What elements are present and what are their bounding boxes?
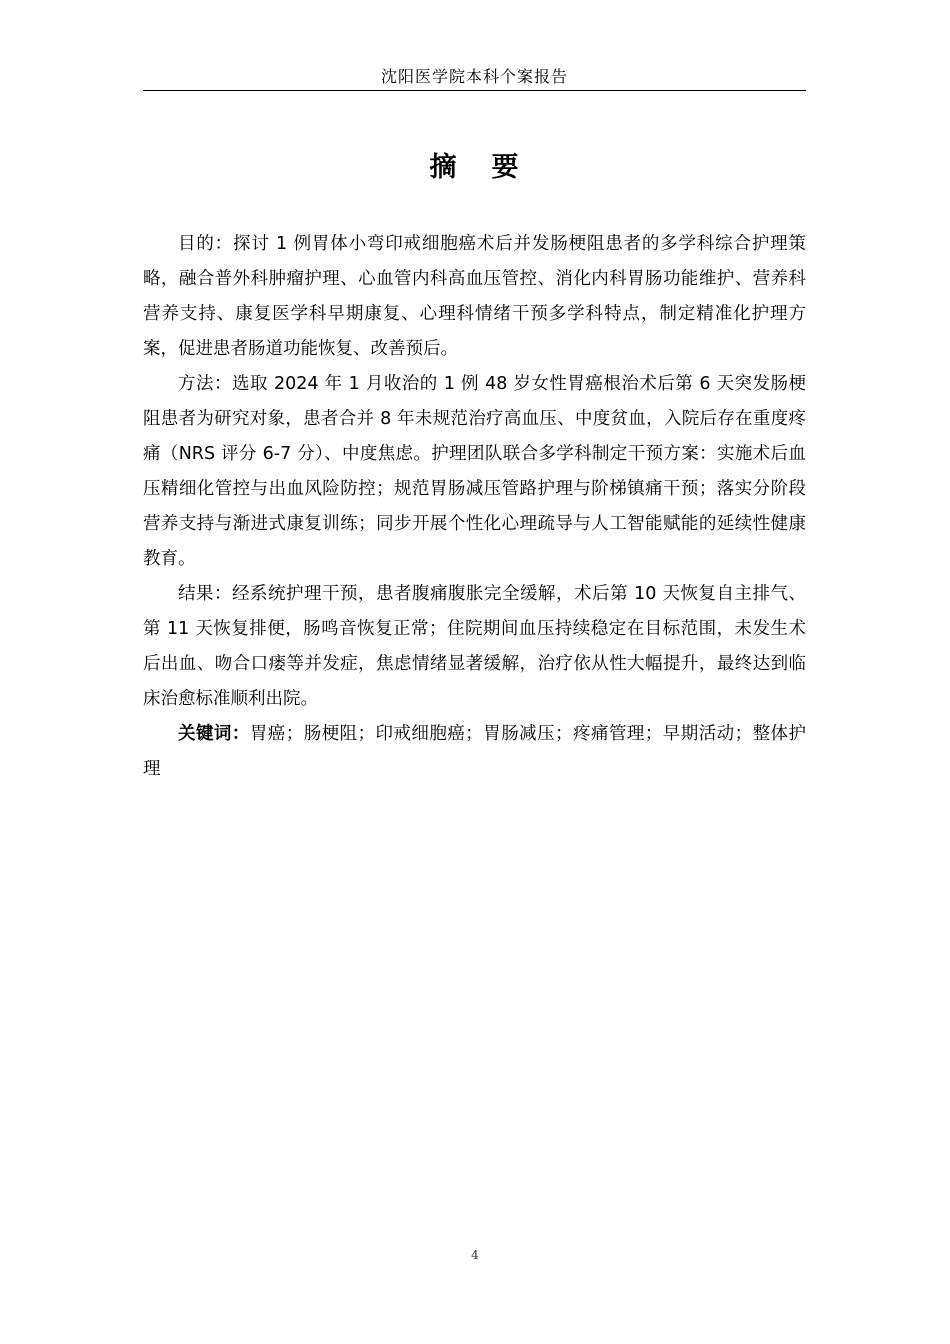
keywords-list: 胃癌；肠梗阻；印戒细胞癌；胃肠减压；疼痛管理；早期活动；整体护理 [143,724,807,779]
method-paragraph: 方法：选取 2024 年 1 月收治的 1 例 48 岁女性胃癌根治术后第 6 天突发肠梗阻患者为研究对象，患者合并 8 年未规范治疗高血压、中度贫血，入院后存在重度疼痛（NRS 评分 6-7 分）、中度焦虑。护理团队联合多学科制定干预方案：实施术后血压精细化管控与出血风险防控；规范胃肠减压管路护理与阶梯镇痛干预；落实分阶段营养支持与渐进式康复训练；同步开展个性化心理疏导与人工智能赋能的延续性健康教育。 [143,374,806,569]
purpose-paragraph: 目的：探讨 1 例胃体小弯印戒细胞癌术后并发肠梗阻患者的多学科综合护理策略，融合普外科肿瘤护理、心血管内科高血压管控、消化内科胃肠功能维护、营养科营养支持、康复医学科早期康复、心理科情绪干预多学科特点，制定精准化护理方案，促进患者肠道功能恢复、改善预后。 [143,234,806,359]
title-char-1: 摘 [429,152,458,183]
title-char-2: 要 [491,152,520,183]
page-number: 4 [471,1248,479,1262]
keywords-label: 关键词： [178,724,250,744]
header-divider [143,90,806,91]
running-header: 沈阳医学院本科个案报告 [380,67,568,86]
page-title [143,148,806,188]
keywords-paragraph [143,717,806,787]
result-paragraph: 结果：经系统护理干预，患者腹痛腹胀完全缓解，术后第 10 天恢复自主排气、第 11 天恢复排便，肠鸣音恢复正常；住院期间血压持续稳定在目标范围，未发生术后出血、吻合口瘘等并发症，焦虑情绪显著缓解，治疗依从性大幅提升，最终达到临床治愈标准顺利出院。 [143,584,806,709]
abstract-body [143,227,806,787]
